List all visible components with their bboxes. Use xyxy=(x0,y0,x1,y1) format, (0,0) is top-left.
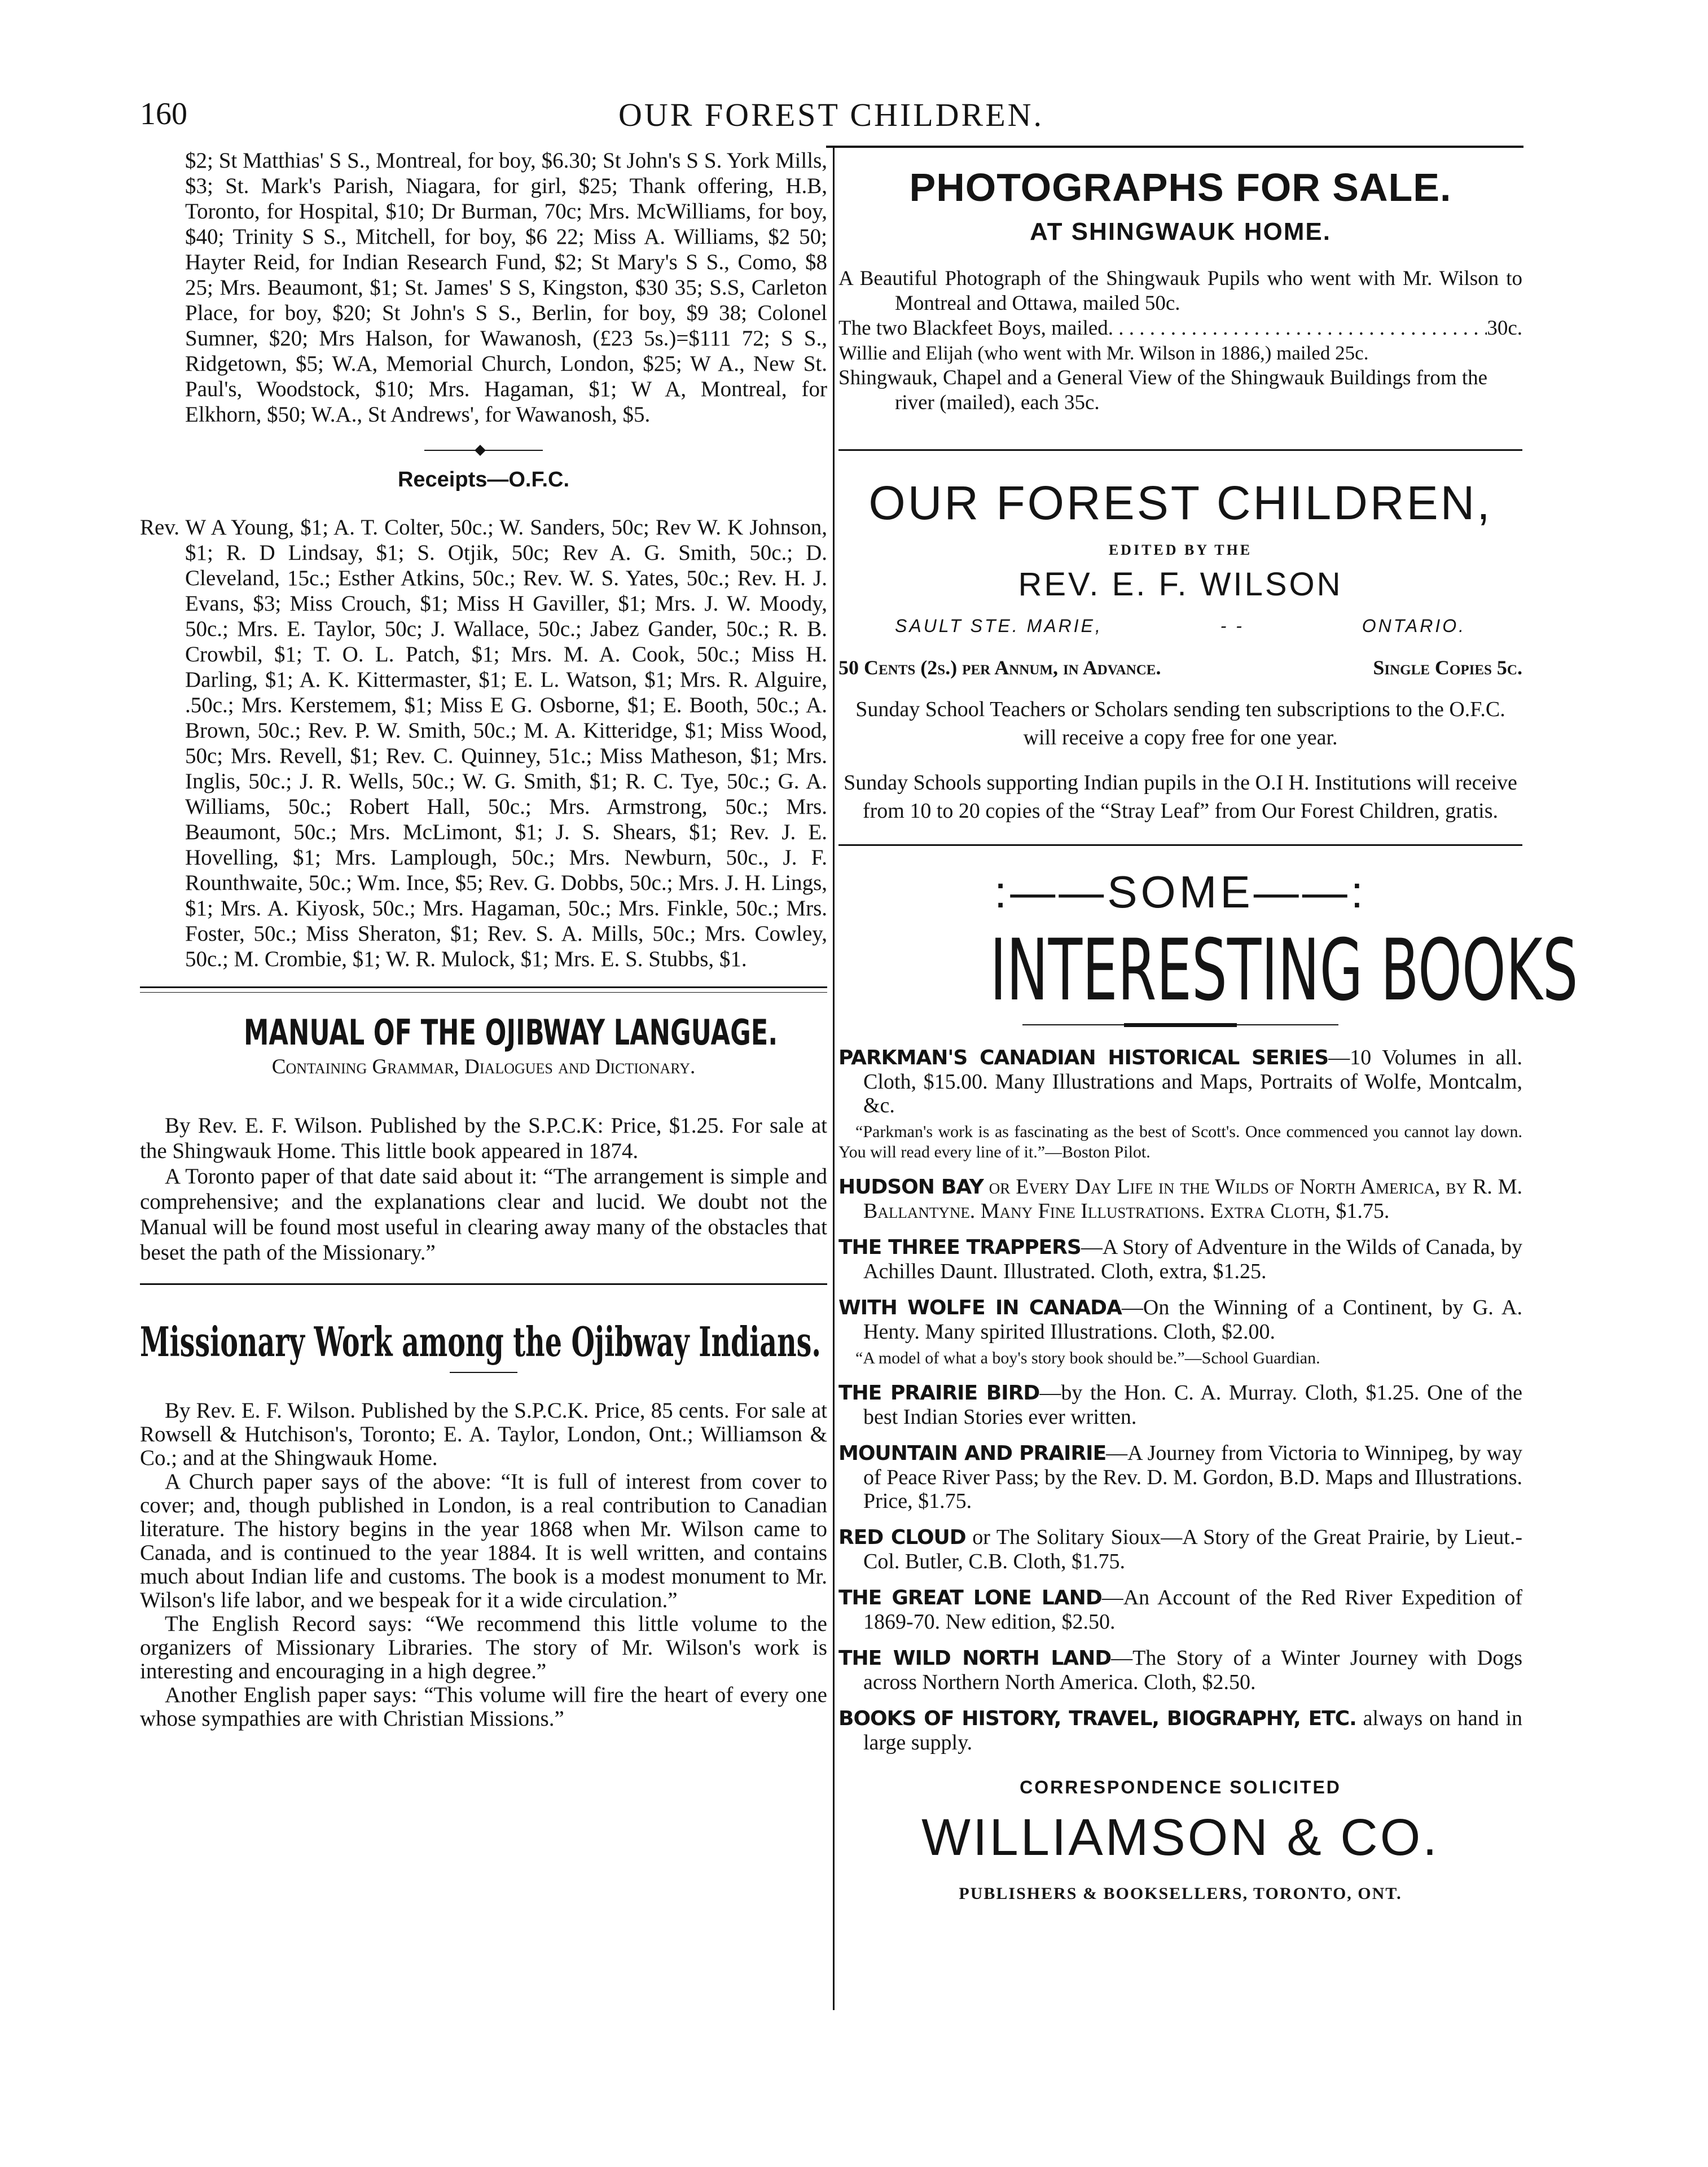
manual-description: By Rev. E. F. Wilson. Published by the S.P.C.K: Price, $1.25. For sale at the Shingwauk Home. This little book appeared in 1874. xyxy=(140,1113,827,1163)
photo-item: Willie and Elijah (who went with Mr. Wilson in 1886,) mailed 25c. xyxy=(838,342,1369,364)
photos-subtitle: AT SHINGWAUK HOME. xyxy=(1030,218,1331,245)
running-title: OUR FOREST CHILDREN. xyxy=(618,96,1044,133)
book-item: RED CLOUD or The Solitary Sioux—A Story of the Great Prairie, by Lieut.-Col. Butler, C.B. Cloth, $1.75. xyxy=(838,1525,1523,1573)
ornament-divider xyxy=(1022,1024,1338,1025)
donations-continued: $2; St Matthias' S S., Montreal, for boy, $6.30; St John's S S. York Mills, $3; St. Mark's Parish, Niagara, for girl, $25; Thank offering, H.B, Toronto, for Hospital, $10; Dr Burman, 70c; Mrs. McWilliams, for boy, $40; Trinity S S., Mitchell, for boy, $6 22; Miss A. Williams, $2 50; Hayter Reid, for Indian Research Fund, $2; St Mary's S S., Como, $8 25; Mrs. Beaumont, $1; St. James' S S, Kingston, $30 35; S.S, Carleton Place, for boy, $20; St John's S S., Berlin, for boy, $9 38; Colonel Sumner, $20; Mrs Halson, for Wawanosh, (£23 5s.)=$111 72; S S., Ridgetown, $5; W.A, Memorial Church, London, $25; W A., New St. Paul's, Woodstock, $10; Mrs. Hagaman, $1; W A, Montreal, for Elkhorn, $50; W.A., St Andrews', for Wawanosh, $5. xyxy=(185,148,827,427)
english-record-review: The English Record says: “We recommend this little volume to the organizers of Missionary Libraries. The story of Mr. Wilson's work is interesting and encouraging in a high degree.” xyxy=(140,1612,827,1683)
missionary-description: By Rev. E. F. Wilson. Published by the S.P.C.K. Price, 85 cents. For sale at Rowsell & Hutchison's, Toronto; E. A. Taylor, London, Ont.; Williamson & Co.; and at the Shingwauk Home. xyxy=(140,1398,827,1470)
book-item: MOUNTAIN AND PRAIRIE—A Journey from Victoria to Winnipeg, by way of Peace River Pass; by the Rev. D. M. Gordon, B.D. Maps and Illustrations. Price, $1.75. xyxy=(838,1441,1522,1513)
publisher-name: WILLIAMSON & CO. xyxy=(921,1809,1439,1866)
manual-title: MANUAL OF THE OJIBWAY LANGUAGE. xyxy=(243,1012,778,1053)
photo-item: The two Blackfeet Boys, mailed . . . 30c. xyxy=(838,316,1522,341)
ofc-title: OUR FOREST CHILDREN, xyxy=(868,476,1492,529)
left-column xyxy=(140,148,827,1731)
photos-list xyxy=(838,266,1522,415)
publisher-subtitle: PUBLISHERS & BOOKSELLERS, TORONTO, ONT. xyxy=(959,1884,1402,1903)
sunday-schools-note: Sunday Schools supporting Indian pupils in the O.I H. Institutions will receive from 10 to 20 copies of the “Stray Leaf” from Our Forest Children, gratis. xyxy=(844,771,1517,823)
photo-item: A Beautiful Photograph of the Shingwauk Pupils who went with Mr. Wilson to Montreal and Ottawa, mailed 50c. xyxy=(838,267,1522,315)
correspondence-solicited: CORRESPONDENCE SOLICITED xyxy=(1020,1777,1341,1797)
book-quote: “A model of what a boy's story book should be.”—School Guardian. xyxy=(855,1349,1320,1367)
receipts-list: Rev. W A Young, $1; A. T. Colter, 50c.; W. Sanders, 50c; Rev W. K Johnson, $1; R. D Lindsay, $1; S. Otjik, 50c; Rev A. G. Smith, 50c.; D. Cleveland, 15c.; Esther Atkins, 50c.; Rev. W. S. Yates, 50c.; Rev. H. J. Evans, $3; Miss Crouch, $1; Miss H Gaviller, $1; Mrs. J. W. Moody, 50c.; Mrs. E. Taylor, 50c; J. Wallace, 50c.; Jabez Gander, 50c.; R. B. Crowbil, $1; T. O. L. Patch, $1; Mrs. M. A. Cook, 50c.; Miss H. Darling, $1; A. K. Kittermaster, $1; E. L. Watson, $1; Mrs. R. Alguire, .50c.; Mrs. Kerstemem, $1; Miss E G. Osborne, $1; E. Booth, 50c.; A. Brown, 50c.; Rev. P. W. Smith, 50c.; M. A. Kitteridge, $1; Miss Wood, 50c; Mrs. Revell, $1; Rev. C. Quinney, 51c.; Miss Matheson, $1; Mrs. Inglis, 50c.; J. R. Wells, 50c.; W. G. Smith, $1; R. C. Tye, 50c.; G. A. Williams, 50c.; Robert Hall, 50c.; Mrs. Armstrong, 50c.; Mrs. Beaumont, 50c.; Mrs. McLimont, $1; J. S. Shears, $1; Rev. J. E. Hovelling, $1; Mrs. Lamplough, 50c.; Mrs. Newburn, 50c., J. F. Rounthwaite, 50c.; Wm. Ince, $5; Rev. G. Dobbs, 50c.; Mrs. J. H. Lings, $1; Mrs. A. Kiyosk, 50c.; Mrs. Hagaman, 50c.; Mrs. Finkle, 50c.; Mrs. Foster, 50c.; Miss Sheraton, $1; Rev. S. A. Mills, 50c.; Mrs. Cowley, 50c.; M. Crombie, $1; W. R. Mulock, $1; Mrs. E. S. Stubbs, $1. xyxy=(140,515,827,971)
section-rule xyxy=(838,449,1522,451)
right-column xyxy=(838,148,1578,1903)
book-item: PARKMAN'S CANADIAN HISTORICAL SERIES—10 Volumes in all. Cloth, $15.00. Many Illustrations and Maps, Portraits of Wolfe, Montcalm, &c. xyxy=(838,1046,1523,1117)
some-heading: :——SOME——: xyxy=(994,867,1367,917)
editor-name: REV. E. F. WILSON xyxy=(1018,566,1343,603)
section-rule xyxy=(140,986,827,993)
receipts-heading: Receipts—O.F.C. xyxy=(397,468,570,492)
manual-subtitle: Containing Grammar, Dialogues and Dictionary. xyxy=(271,1055,696,1078)
editor-location: SAULT STE. MARIE, - - ONTARIO. xyxy=(895,616,1466,636)
photo-item: Shingwauk, Chapel and a General View of the Shingwauk Buildings from the river (mailed), each 35c. xyxy=(838,366,1488,414)
manual-review: A Toronto paper of that date said about it: “The arrangement is simple and comprehensive; and the explanations clear and lucid. We doubt not the Manual will be found most useful in clearing away many of the obstacles that beset the path of the Missionary.” xyxy=(140,1164,827,1265)
column-divider xyxy=(833,148,835,2010)
church-paper-review: A Church paper says of the above: “It is full of interest from cover to cover; and, though published in London, is a real contribution to Canadian literature. The history begins in the year 1868 when Mr. Wilson came to Canada, and is continued to the year 1884. It is well written, and contains much about Indian life and customs. The book is a modest monument to Mr. Wilson's life labor, and we bespeak for it a wide circulation.” xyxy=(140,1469,827,1612)
book-item: THE PRAIRIE BIRD—by the Hon. C. A. Murray. Cloth, $1.25. One of the best Indian Stories ever written. xyxy=(838,1381,1522,1429)
short-rule xyxy=(450,1372,517,1373)
book-item: THE WILD NORTH LAND—The Story of a Winter Journey with Dogs across Northern North America. Cloth, $2.50. xyxy=(838,1646,1523,1694)
photos-title: PHOTOGRAPHS FOR SALE. xyxy=(909,165,1452,209)
ornament-divider xyxy=(424,450,543,451)
teachers-note: Sunday School Teachers or Scholars sending ten subscriptions to the O.F.C. will receive a copy free for one year. xyxy=(855,698,1505,749)
book-quote: “Parkman's work is as fascinating as the best of Scott's. Once commenced you cannot lay down. You will read every line of it.”—Boston Pilot. xyxy=(838,1122,1522,1161)
page-number: 160 xyxy=(140,96,187,131)
book-item: HUDSON BAY or Every Day Life in the Wilds of North America, by R. M. Ballantyne. Many Fine Illustrations. Extra Cloth, $1.75. xyxy=(838,1175,1522,1223)
subscription-price: 50 Cents (2s.) per Annum, in Advance. Single Copies 5c. xyxy=(838,656,1522,679)
edited-by: EDITED BY THE xyxy=(1108,542,1253,558)
book-item: THE THREE TRAPPERS—A Story of Adventure in the Wilds of Canada, by Achilles Daunt. Illustrated. Cloth, extra, $1.25. xyxy=(838,1235,1522,1283)
book-item: WITH WOLFE IN CANADA—On the Winning of a Continent, by G. A. Henty. Many spirited Illustrations. Cloth, $2.00. xyxy=(838,1296,1522,1344)
english-paper-review: Another English paper says: “This volume will fire the heart of every one whose sympathies are with Christian Missions.” xyxy=(140,1683,827,1731)
book-item: THE GREAT LONE LAND—An Account of the Red River Expedition of 1869-70. New edition, $2.50. xyxy=(838,1586,1522,1634)
section-rule xyxy=(140,1283,827,1285)
books-list xyxy=(838,1046,1522,1754)
section-rule xyxy=(838,844,1522,846)
interesting-books-heading: INTERESTING BOOKS xyxy=(990,922,1578,1020)
book-item: BOOKS OF HISTORY, TRAVEL, BIOGRAPHY, ETC. always on hand in large supply. xyxy=(838,1707,1522,1754)
missionary-title: Missionary Work among the Ojibway Indians. xyxy=(140,1318,821,1366)
